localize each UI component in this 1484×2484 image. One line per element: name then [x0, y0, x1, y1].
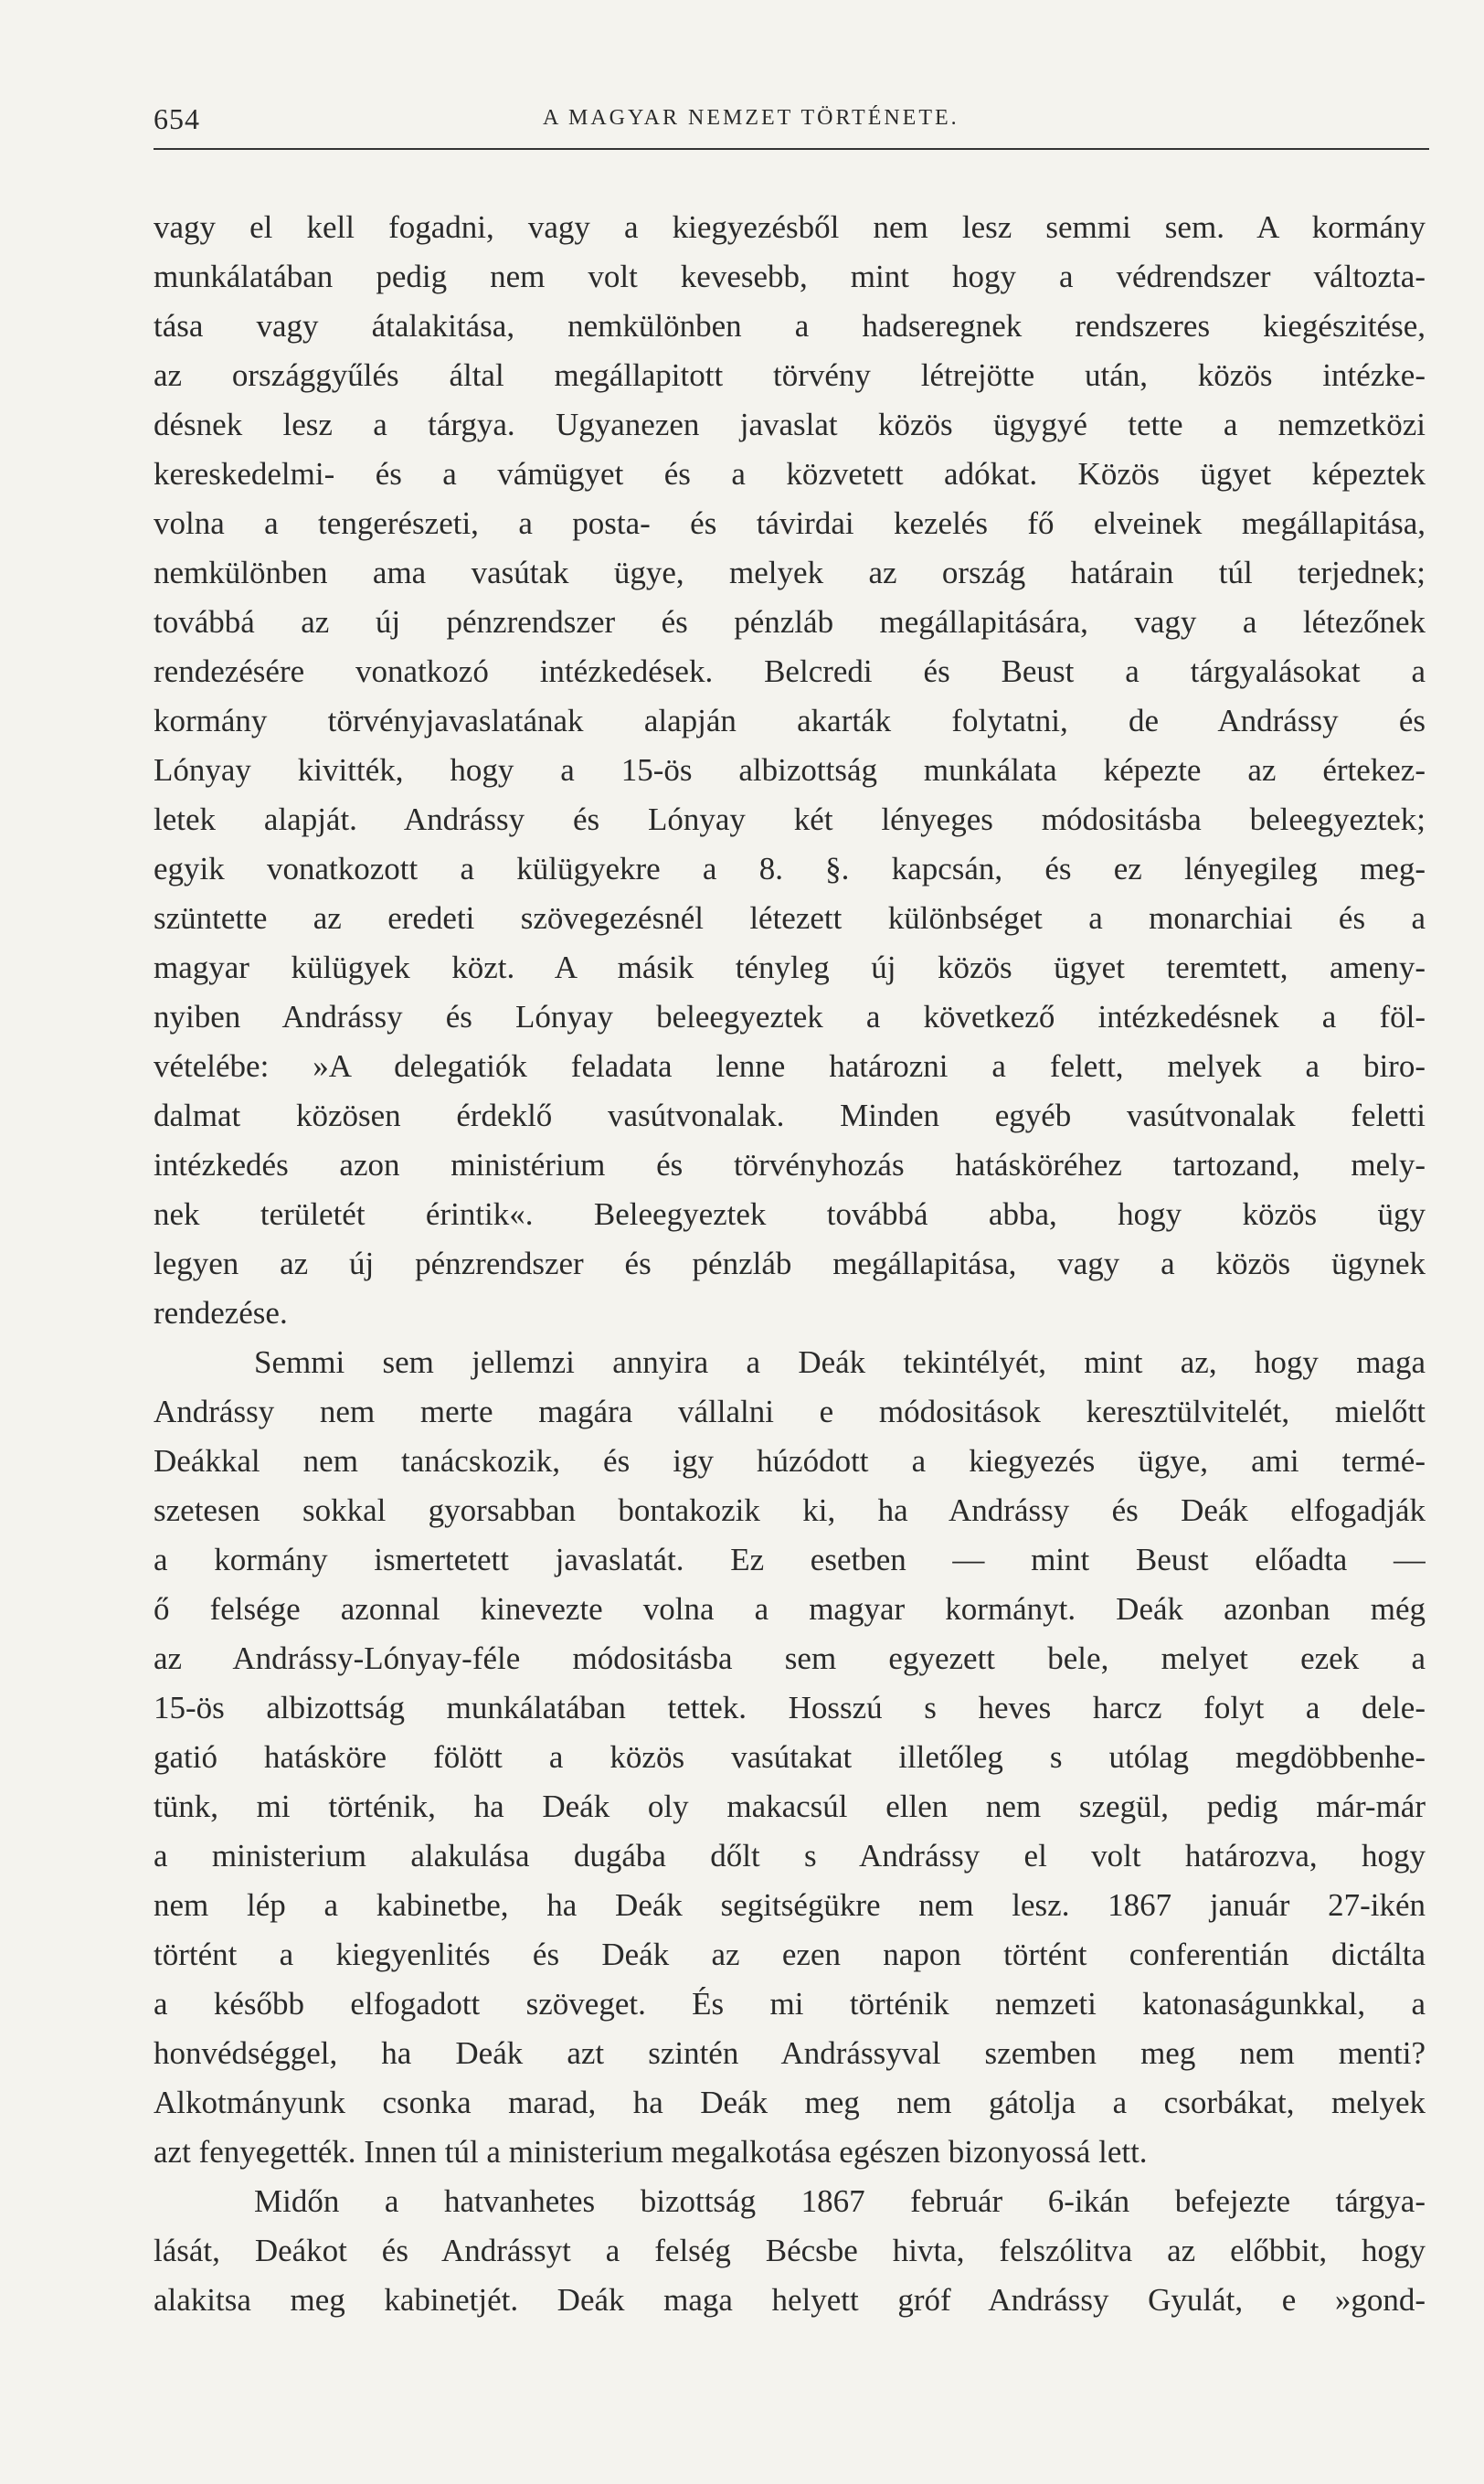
running-title: A MAGYAR NEMZET TÖRTÉNETE. [543, 106, 959, 130]
text-line: egyik vonatkozott a külügyekre a 8. §. kapcsán, és ez lényegileg meg- [154, 851, 1426, 886]
text-line: továbbá az új pénzrendszer és pénzláb megállapitására, vagy a létezőnek [154, 604, 1426, 640]
text-line: honvédséggel, ha Deák azt szintén Andrássyval szemben meg nem menti? [154, 2035, 1426, 2071]
text-line: azt fenyegették. Innen túl a ministerium megalkotása egészen bizonyossá lett. [154, 2134, 1148, 2170]
text-line: dalmat közösen érdeklő vasútvonalak. Minden egyéb vasútvonalak feletti [154, 1098, 1426, 1133]
text-line: alakitsa meg kabinetjét. Deák maga helyett gróf Andrássy Gyulát, e »gond- [154, 2282, 1426, 2318]
text-line: magyar külügyek közt. A másik tényleg új közös ügyet teremtett, ameny- [154, 950, 1426, 985]
text-line: tása vagy átalakitása, nemkülönben a hadseregnek rendszeres kiegészitése, [154, 308, 1426, 344]
text-line: Andrássy nem merte magára vállalni e módositások keresztülvitelét, mielőtt [154, 1394, 1426, 1429]
body-text [154, 203, 1426, 2325]
text-line: gatió hatásköre fölött a közös vasútakat illetőleg s utólag megdöbbenhe- [154, 1739, 1426, 1775]
text-line: tünk, mi történik, ha Deák oly makacsúl ellen nem szegül, pedig már-már [154, 1789, 1426, 1824]
text-line: a később elfogadott szöveget. És mi történik nemzeti katonaságunkkal, a [154, 1986, 1426, 2022]
text-line: 15-ös albizottság munkálatában tettek. Hosszú s heves harcz folyt a dele- [154, 1690, 1426, 1725]
page-number: 654 [154, 102, 200, 135]
text-line: vételébe: »A delegatiók feladata lenne határozni a felett, melyek a biro- [154, 1048, 1426, 1084]
text-line: volna a tengerészeti, a posta- és távirdai kezelés fő elveinek megállapitása, [154, 505, 1426, 541]
text-line: rendezése. [154, 1295, 288, 1331]
text-line: nyiben Andrássy és Lónyay beleegyeztek a következő intézkedésnek a föl- [154, 999, 1426, 1035]
text-line: letek alapját. Andrássy és Lónyay két lényeges módositásba beleegyeztek; [154, 801, 1426, 837]
text-line: nemkülönben ama vasútak ügye, melyek az ország határain túl terjednek; [154, 555, 1426, 590]
text-line: Deákkal nem tanácskozik, és igy húzódott a kiegyezés ügye, ami termé- [154, 1443, 1426, 1479]
text-line: Lónyay kivitték, hogy a 15-ös albizottság munkálata képezte az értekez- [154, 752, 1426, 788]
text-line: a kormány ismertetett javaslatát. Ez esetben — mint Beust előadta — [154, 1542, 1426, 1577]
text-line: munkálatában pedig nem volt kevesebb, mint hogy a védrendszer változta- [154, 259, 1426, 294]
page-header [154, 102, 1429, 146]
text-line: szetesen sokkal gyorsabban bontakozik ki, ha Andrássy és Deák elfogadják [154, 1492, 1426, 1528]
text-line: intézkedés azon ministérium és törvényhozás hatásköréhez tartozand, mely- [154, 1147, 1426, 1183]
header-rule [154, 148, 1429, 150]
text-line: lását, Deákot és Andrássyt a felség Bécsbe hivta, felszólitva az előbbit, hogy [154, 2233, 1426, 2268]
text-line: rendezésére vonatkozó intézkedések. Belcredi és Beust a tárgyalásokat a [154, 653, 1426, 689]
paragraph [154, 203, 1426, 1338]
text-line: az országgyűlés által megállapitott törvény létrejötte után, közös intézke- [154, 357, 1426, 393]
text-line: vagy el kell fogadni, vagy a kiegyezésből nem lesz semmi sem. A kormány [154, 209, 1426, 245]
paragraph [154, 2177, 1426, 2325]
text-line: kormány törvényjavaslatának alapján akarták folytatni, de Andrássy és [154, 703, 1426, 738]
text-line: Alkotmányunk csonka marad, ha Deák meg nem gátolja a csorbákat, melyek [154, 2085, 1426, 2120]
text-line: nek területét érintik«. Beleegyeztek továbbá abba, hogy közös ügy [154, 1196, 1426, 1232]
text-line: a ministerium alakulása dugába dőlt s Andrássy el volt határozva, hogy [154, 1838, 1426, 1874]
text-line: désnek lesz a tárgya. Ugyanezen javaslat közös ügygyé tette a nemzetközi [154, 407, 1426, 442]
text-line: Semmi sem jellemzi annyira a Deák tekintélyét, mint az, hogy maga [254, 1344, 1426, 1380]
text-line: ő felsége azonnal kinevezte volna a magyar kormányt. Deák azonban még [154, 1591, 1426, 1627]
text-line: Midőn a hatvanhetes bizottság 1867 február 6-ikán befejezte tárgya- [254, 2183, 1426, 2219]
text-line: történt a kiegyenlités és Deák az ezen napon történt conferentián dictálta [154, 1937, 1426, 1972]
text-line: az Andrássy-Lónyay-féle módositásba sem egyezett bele, melyet ezek a [154, 1640, 1426, 1676]
paragraph [154, 1338, 1426, 2177]
text-line: nem lép a kabinetbe, ha Deák segitségükre nem lesz. 1867 január 27-ikén [154, 1887, 1426, 1923]
text-line: szüntette az eredeti szövegezésnél létezett különbséget a monarchiai és a [154, 900, 1426, 936]
text-line: kereskedelmi- és a vámügyet és a közvetett adókat. Közös ügyet képeztek [154, 456, 1426, 492]
text-line: legyen az új pénzrendszer és pénzláb megállapitása, vagy a közös ügynek [154, 1246, 1426, 1281]
